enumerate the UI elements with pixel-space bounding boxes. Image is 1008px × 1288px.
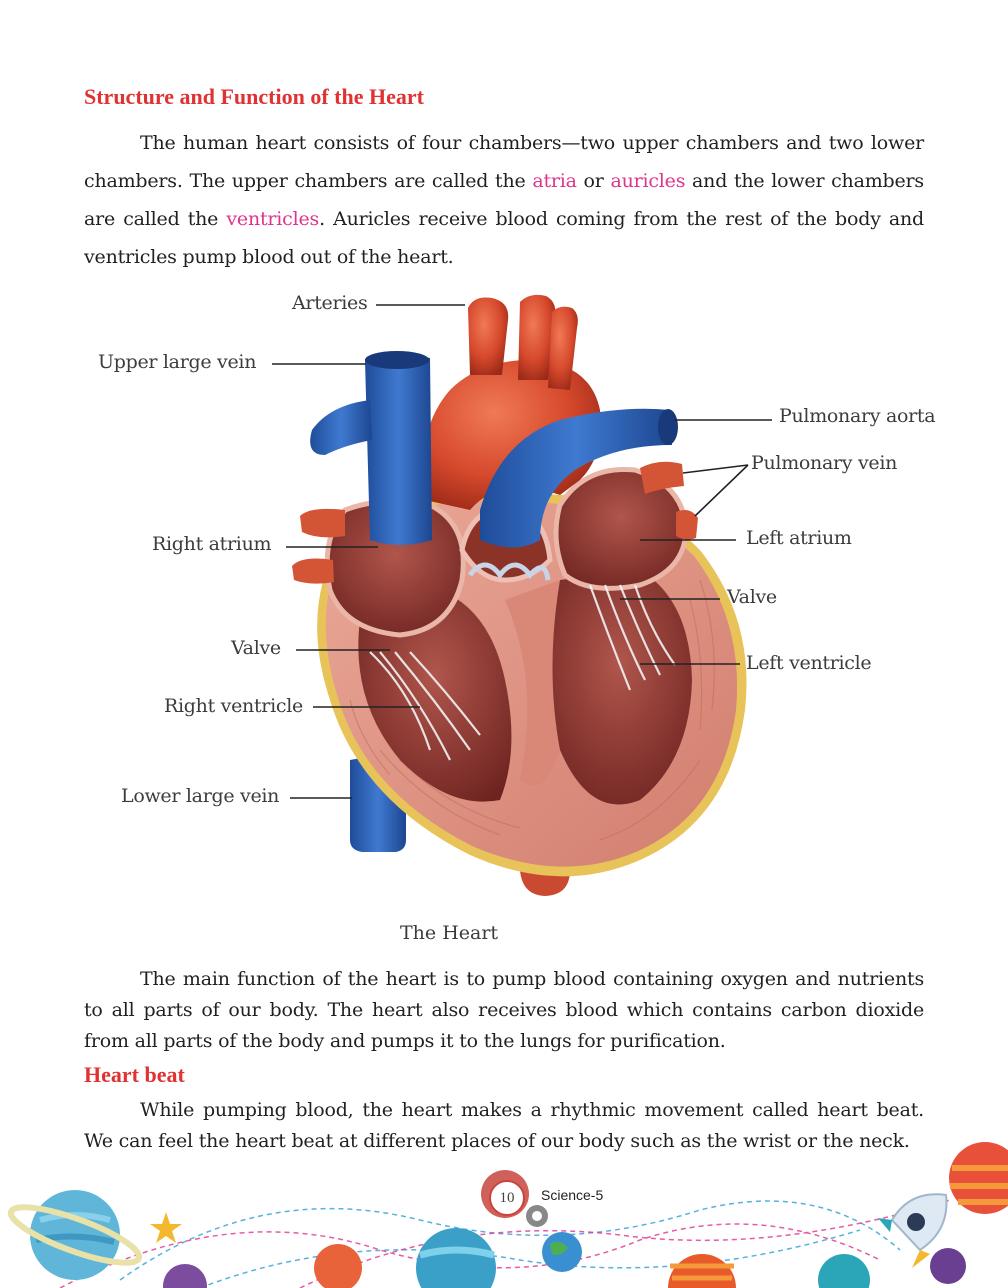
label-right-ventricle: Right ventricle — [164, 695, 303, 717]
intro-paragraph — [84, 124, 924, 276]
term-ventricles: ventricles — [226, 208, 320, 230]
label-valve-right: Valve — [231, 637, 281, 659]
orange-planet — [314, 1244, 362, 1288]
term-atria: atria — [532, 170, 577, 192]
teal-planet — [818, 1254, 870, 1288]
intro-text-part-4: . Auricles receive blood coming from the rest of the body and ventricles pump blood out of the heart. — [84, 208, 925, 268]
label-left-atrium: Left atrium — [746, 527, 852, 549]
label-lower-large-vein: Lower large vein — [121, 785, 280, 807]
purple-planet — [163, 1264, 207, 1288]
right-pulmonary-vein-upper — [300, 509, 345, 537]
purple-moon — [930, 1248, 966, 1284]
label-upper-large-vein: Upper large vein — [98, 351, 257, 373]
upper-large-vein-opening — [365, 351, 429, 369]
diagram-caption: The Heart — [400, 922, 499, 944]
pulmonary-vein-upper — [640, 462, 684, 494]
right-pulmonary-vein-lower — [292, 558, 334, 583]
section-title-heart-beat: Heart beat — [84, 1062, 185, 1087]
function-paragraph: The main function of the heart is to pump blood containing oxygen and nutrients to all parts of our body. The heart also receives blood which contains carbon dioxide from all parts of the body and pumps it to the lungs for purification. — [84, 968, 924, 1052]
heart-diagram — [0, 280, 1008, 920]
intro-text-part-3: and the lower chambers are called the — [84, 170, 924, 230]
label-right-atrium: Right atrium — [152, 533, 272, 555]
intro-text-part-2: or — [576, 170, 611, 192]
upper-large-vein-shape — [365, 354, 432, 545]
label-valve-left: Valve — [727, 586, 777, 608]
intro-text-part-1: The human heart consists of four chambers—two upper chambers and two lower chambers. The upper chambers are called the — [84, 132, 924, 192]
label-arteries: Arteries — [292, 292, 368, 314]
vein-side-branch — [310, 400, 372, 455]
star-icon — [150, 1212, 182, 1243]
page-number-badge: 10 — [489, 1180, 525, 1216]
ringed-planet-illustration — [6, 1190, 145, 1280]
striped-planet-bottom — [668, 1254, 736, 1288]
label-pulmonary-aorta: Pulmonary aorta — [779, 405, 936, 427]
label-pulmonary-vein: Pulmonary vein — [751, 452, 898, 474]
artery-branch-1 — [468, 297, 508, 375]
pulmonary-vein-lower — [676, 510, 698, 540]
pulmonary-aorta-opening — [658, 409, 678, 445]
heart-beat-paragraph: While pumping blood, the heart makes a rhythmic movement called heart beat. We can feel the heart beat at different places of our body such as the wrist or the neck. — [84, 1099, 924, 1152]
blue-planet — [416, 1228, 496, 1288]
section-title-heart-structure: Structure and Function of the Heart — [84, 84, 424, 109]
gear-icon-small — [526, 1205, 548, 1227]
term-auricles: auricles — [610, 170, 686, 192]
book-title-footer: Science-5 — [541, 1187, 604, 1203]
label-left-ventricle: Left ventricle — [746, 652, 872, 674]
